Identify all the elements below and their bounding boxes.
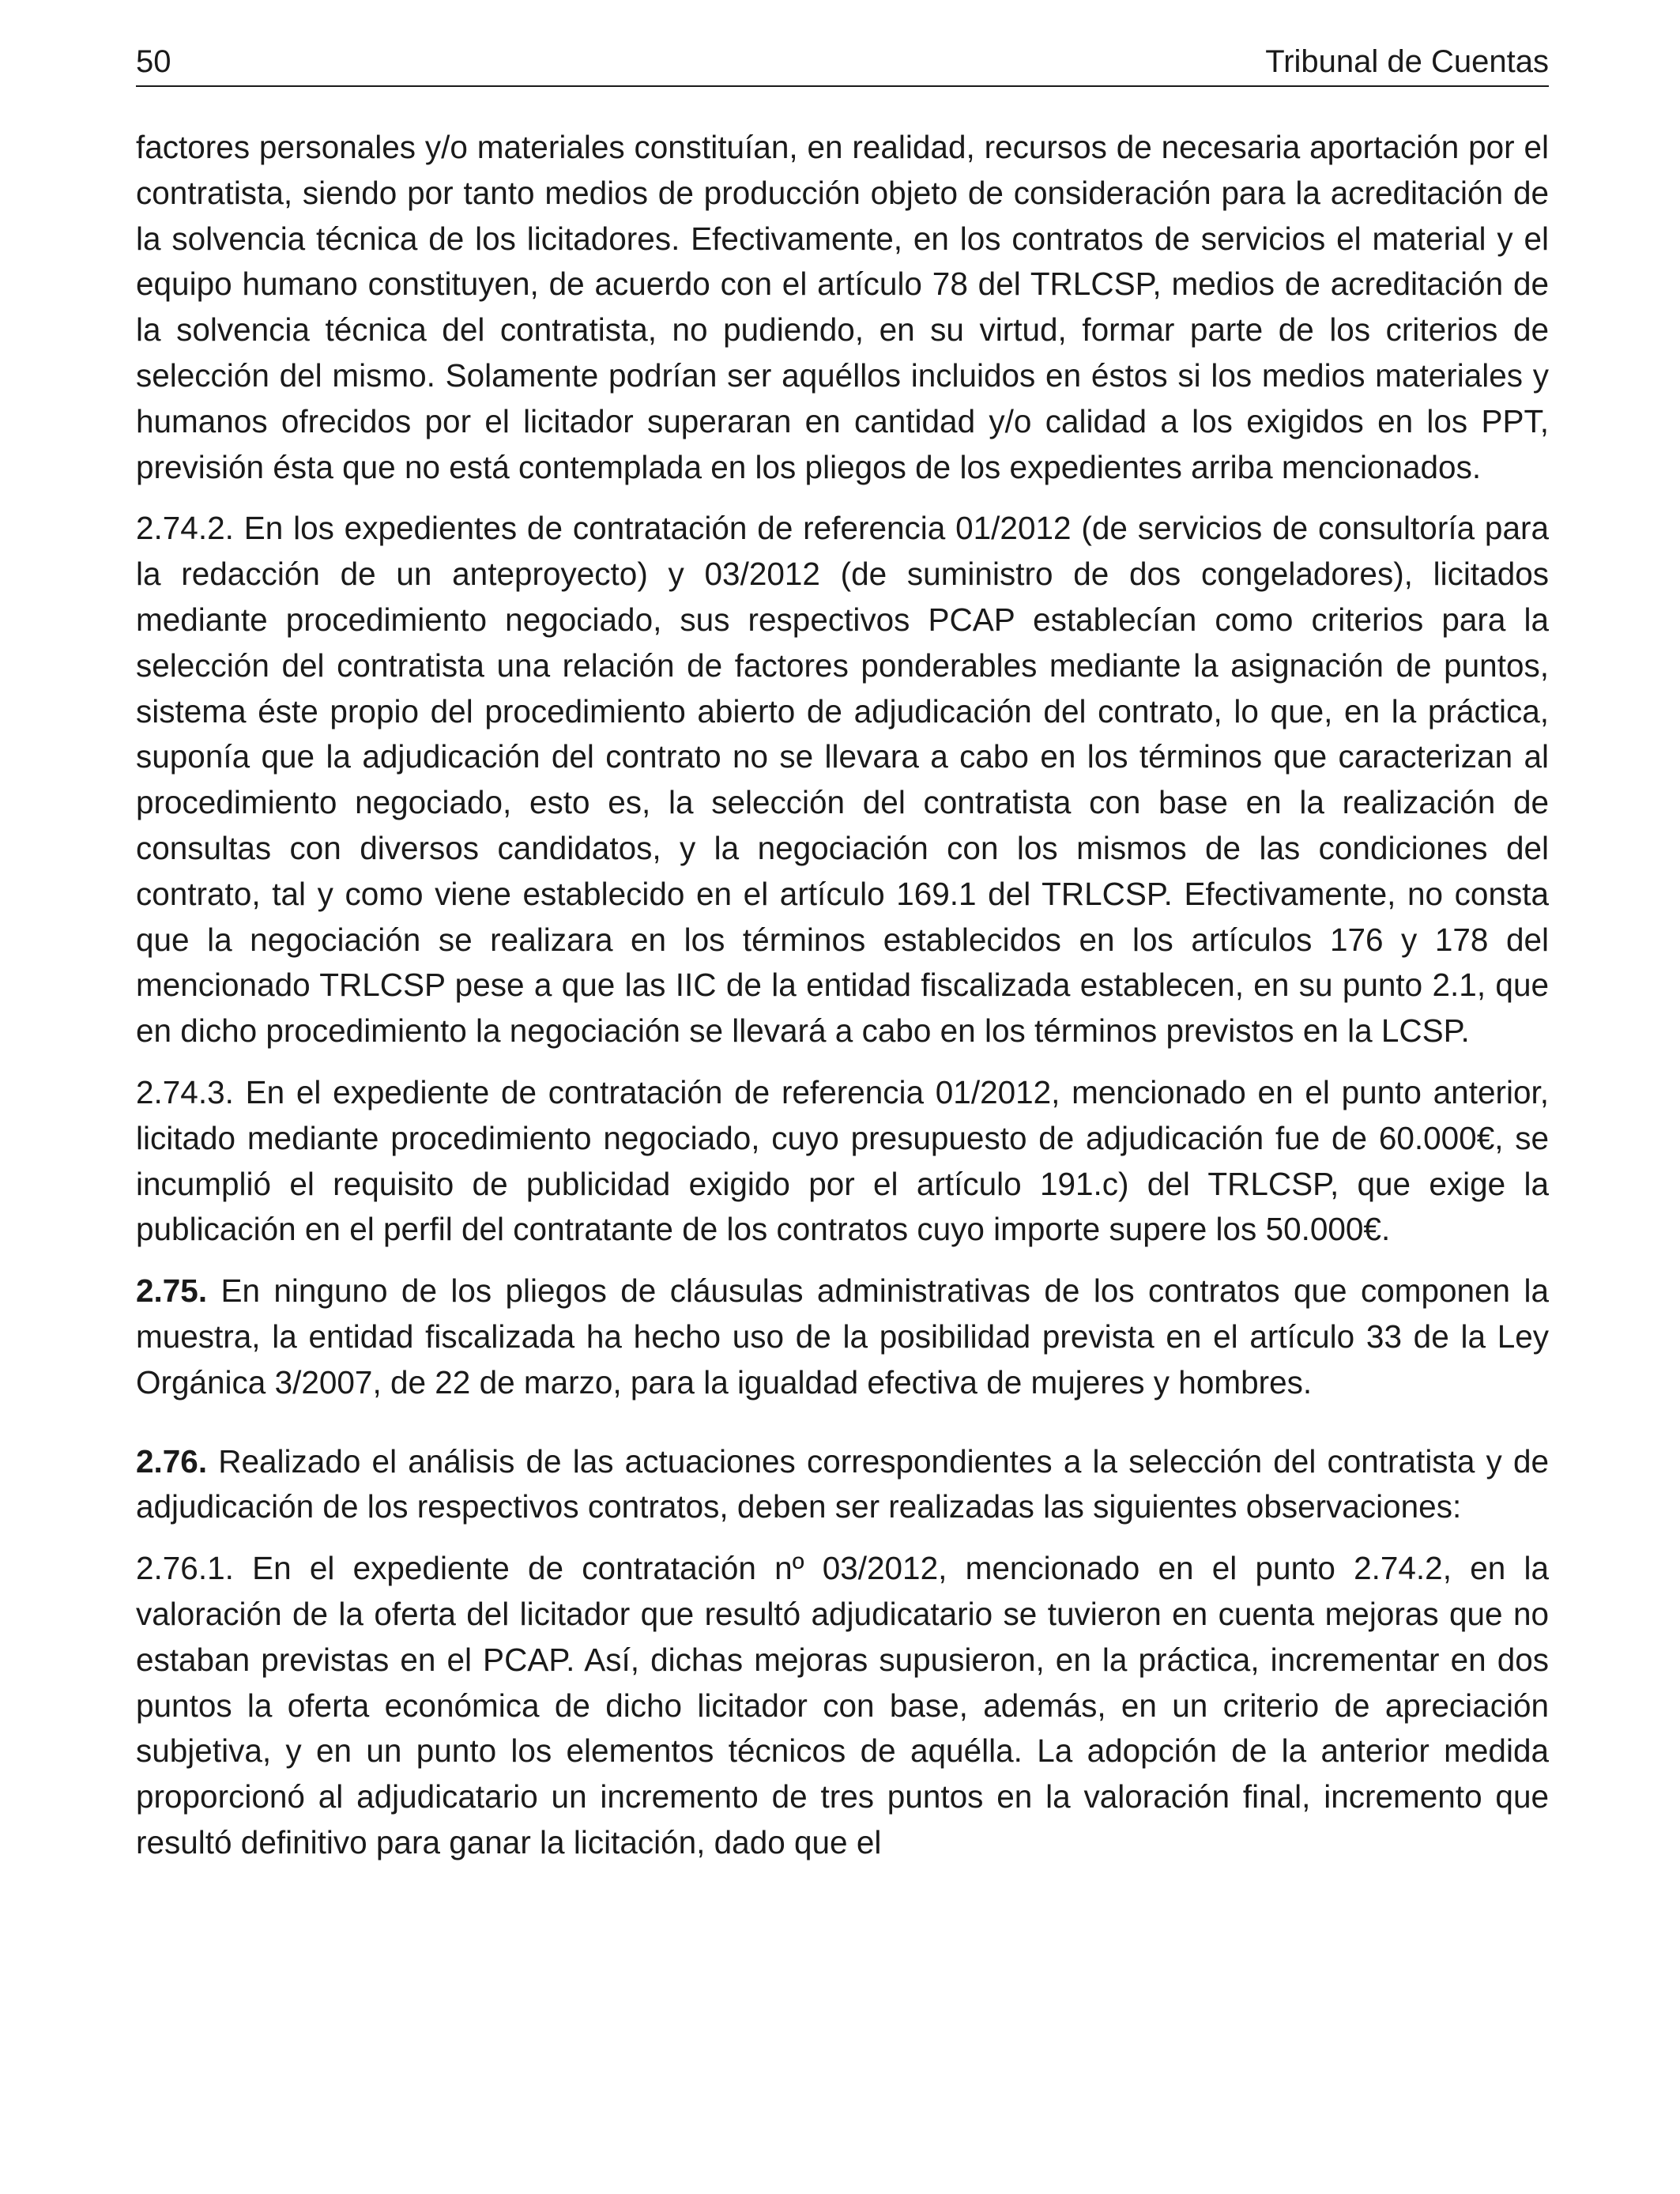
document-page <box>136 43 1549 1882</box>
paragraph-number: 2.75. <box>136 1272 208 1310</box>
paragraph-2-75 <box>136 1269 1549 1405</box>
publisher-name: Tribunal de Cuentas <box>1265 44 1549 79</box>
paragraph-2-74-3 <box>136 1070 1549 1253</box>
paragraph-number: 2.76. <box>136 1442 208 1480</box>
page-number: 50 <box>136 44 171 79</box>
paragraph-text: 2.76.1. En el expediente de contratación nº 03/2012, mencionado en el punto 2.74.2, en la valoración de la oferta del licitador que resultó adjudicatario se tuvieron en cuenta mejoras que no estaban previstas en el PCAP. Así, dichas mejoras supusieron, en la práctica, incrementar en dos puntos la oferta económica de dicho licitador con base, además, en un criterio de apreciación subjetiva, y en un punto los elementos técnicos de aquélla. La adopción de la anterior medida proporcionó al adjudicatario un incremento de tres puntos en la valoración final, incremento que resultó definitivo para ganar la licitación, dado que el <box>136 1550 1549 1860</box>
paragraph-text: Realizado el análisis de las actuaciones correspondientes a la selección del contratista y de adjudicación de los respectivos contratos, deben ser realizadas las siguientes observaciones: <box>136 1442 1549 1525</box>
page-header <box>136 43 1549 87</box>
paragraph-2-76-1 <box>136 1546 1549 1866</box>
paragraph-2-74-2 <box>136 506 1549 1054</box>
paragraph-text: 2.74.3. En el expediente de contratación de referencia 01/2012, mencionado en el punto anterior, licitado mediante procedimiento negociado, cuyo presupuesto de adjudicación fue de 60.000€, se incumplió el requisito de publicidad exigido por el artículo 191.c) del TRLCSP, que exige la publicación en el perfil del contratante de los contratos cuyo importe supere los 50.000€. <box>136 1073 1549 1248</box>
paragraph-2-76 <box>136 1439 1549 1531</box>
paragraph-text: En ninguno de los pliegos de cláusulas administrativas de los contratos que componen la muestra, la entidad fiscalizada ha hecho uso de la posibilidad prevista en el artículo 33 de la Ley Orgánica 3/2007, de 22 de marzo, para la igualdad efectiva de mujeres y hombres. <box>136 1272 1549 1400</box>
paragraph-text: 2.74.2. En los expedientes de contratación de referencia 01/2012 (de servicios de consultoría para la redacción de un anteproyecto) y 03/2012 (de suministro de dos congeladores), licitados mediante procedimiento negociado, sus respectivos PCAP establecían como criterios para la selección del contratista una relación de factores ponderables mediante la asignación de puntos, sistema éste propio del procedimiento abierto de adjudicación del contrato, lo que, en la práctica, suponía que la adjudicación del contrato no se llevara a cabo en los términos que caracterizan al procedimiento negociado, esto es, la selección del contratista con base en la realización de consultas con diversos candidatos, y la negociación con los mismos de las condiciones del contrato, tal y como viene establecido en el artículo 169.1 del TRLCSP. Efectivamente, no consta que la negociación se realizara en los términos establecidos en los artículos 176 y 178 del mencionado TRLCSP pese a que las IIC de la entidad fiscalizada establecen, en su punto 2.1, que en dicho procedimiento la negociación se llevará a cabo en los términos previstos en la LCSP. <box>136 510 1549 1050</box>
paragraph-text: factores personales y/o materiales constituían, en realidad, recursos de necesaria aportación por el contratista, siendo por tanto medios de producción objeto de consideración para la acreditación de la solvencia técnica de los licitadores. Efectivamente, en los contratos de servicios el material y el equipo humano constituyen, de acuerdo con el artículo 78 del TRLCSP, medios de acreditación de la solvencia técnica del contratista, no pudiendo, en su virtud, formar parte de los criterios de selección del mismo. Solamente podrían ser aquéllos incluidos en éstos si los medios materiales y humanos ofrecidos por el licitador superaran en cantidad y/o calidad a los exigidos en los PPT, previsión ésta que no está contemplada en los pliegos de los expedientes arriba mencionados. <box>136 129 1549 485</box>
paragraph-continuation <box>136 125 1549 490</box>
body-text <box>136 125 1549 1866</box>
